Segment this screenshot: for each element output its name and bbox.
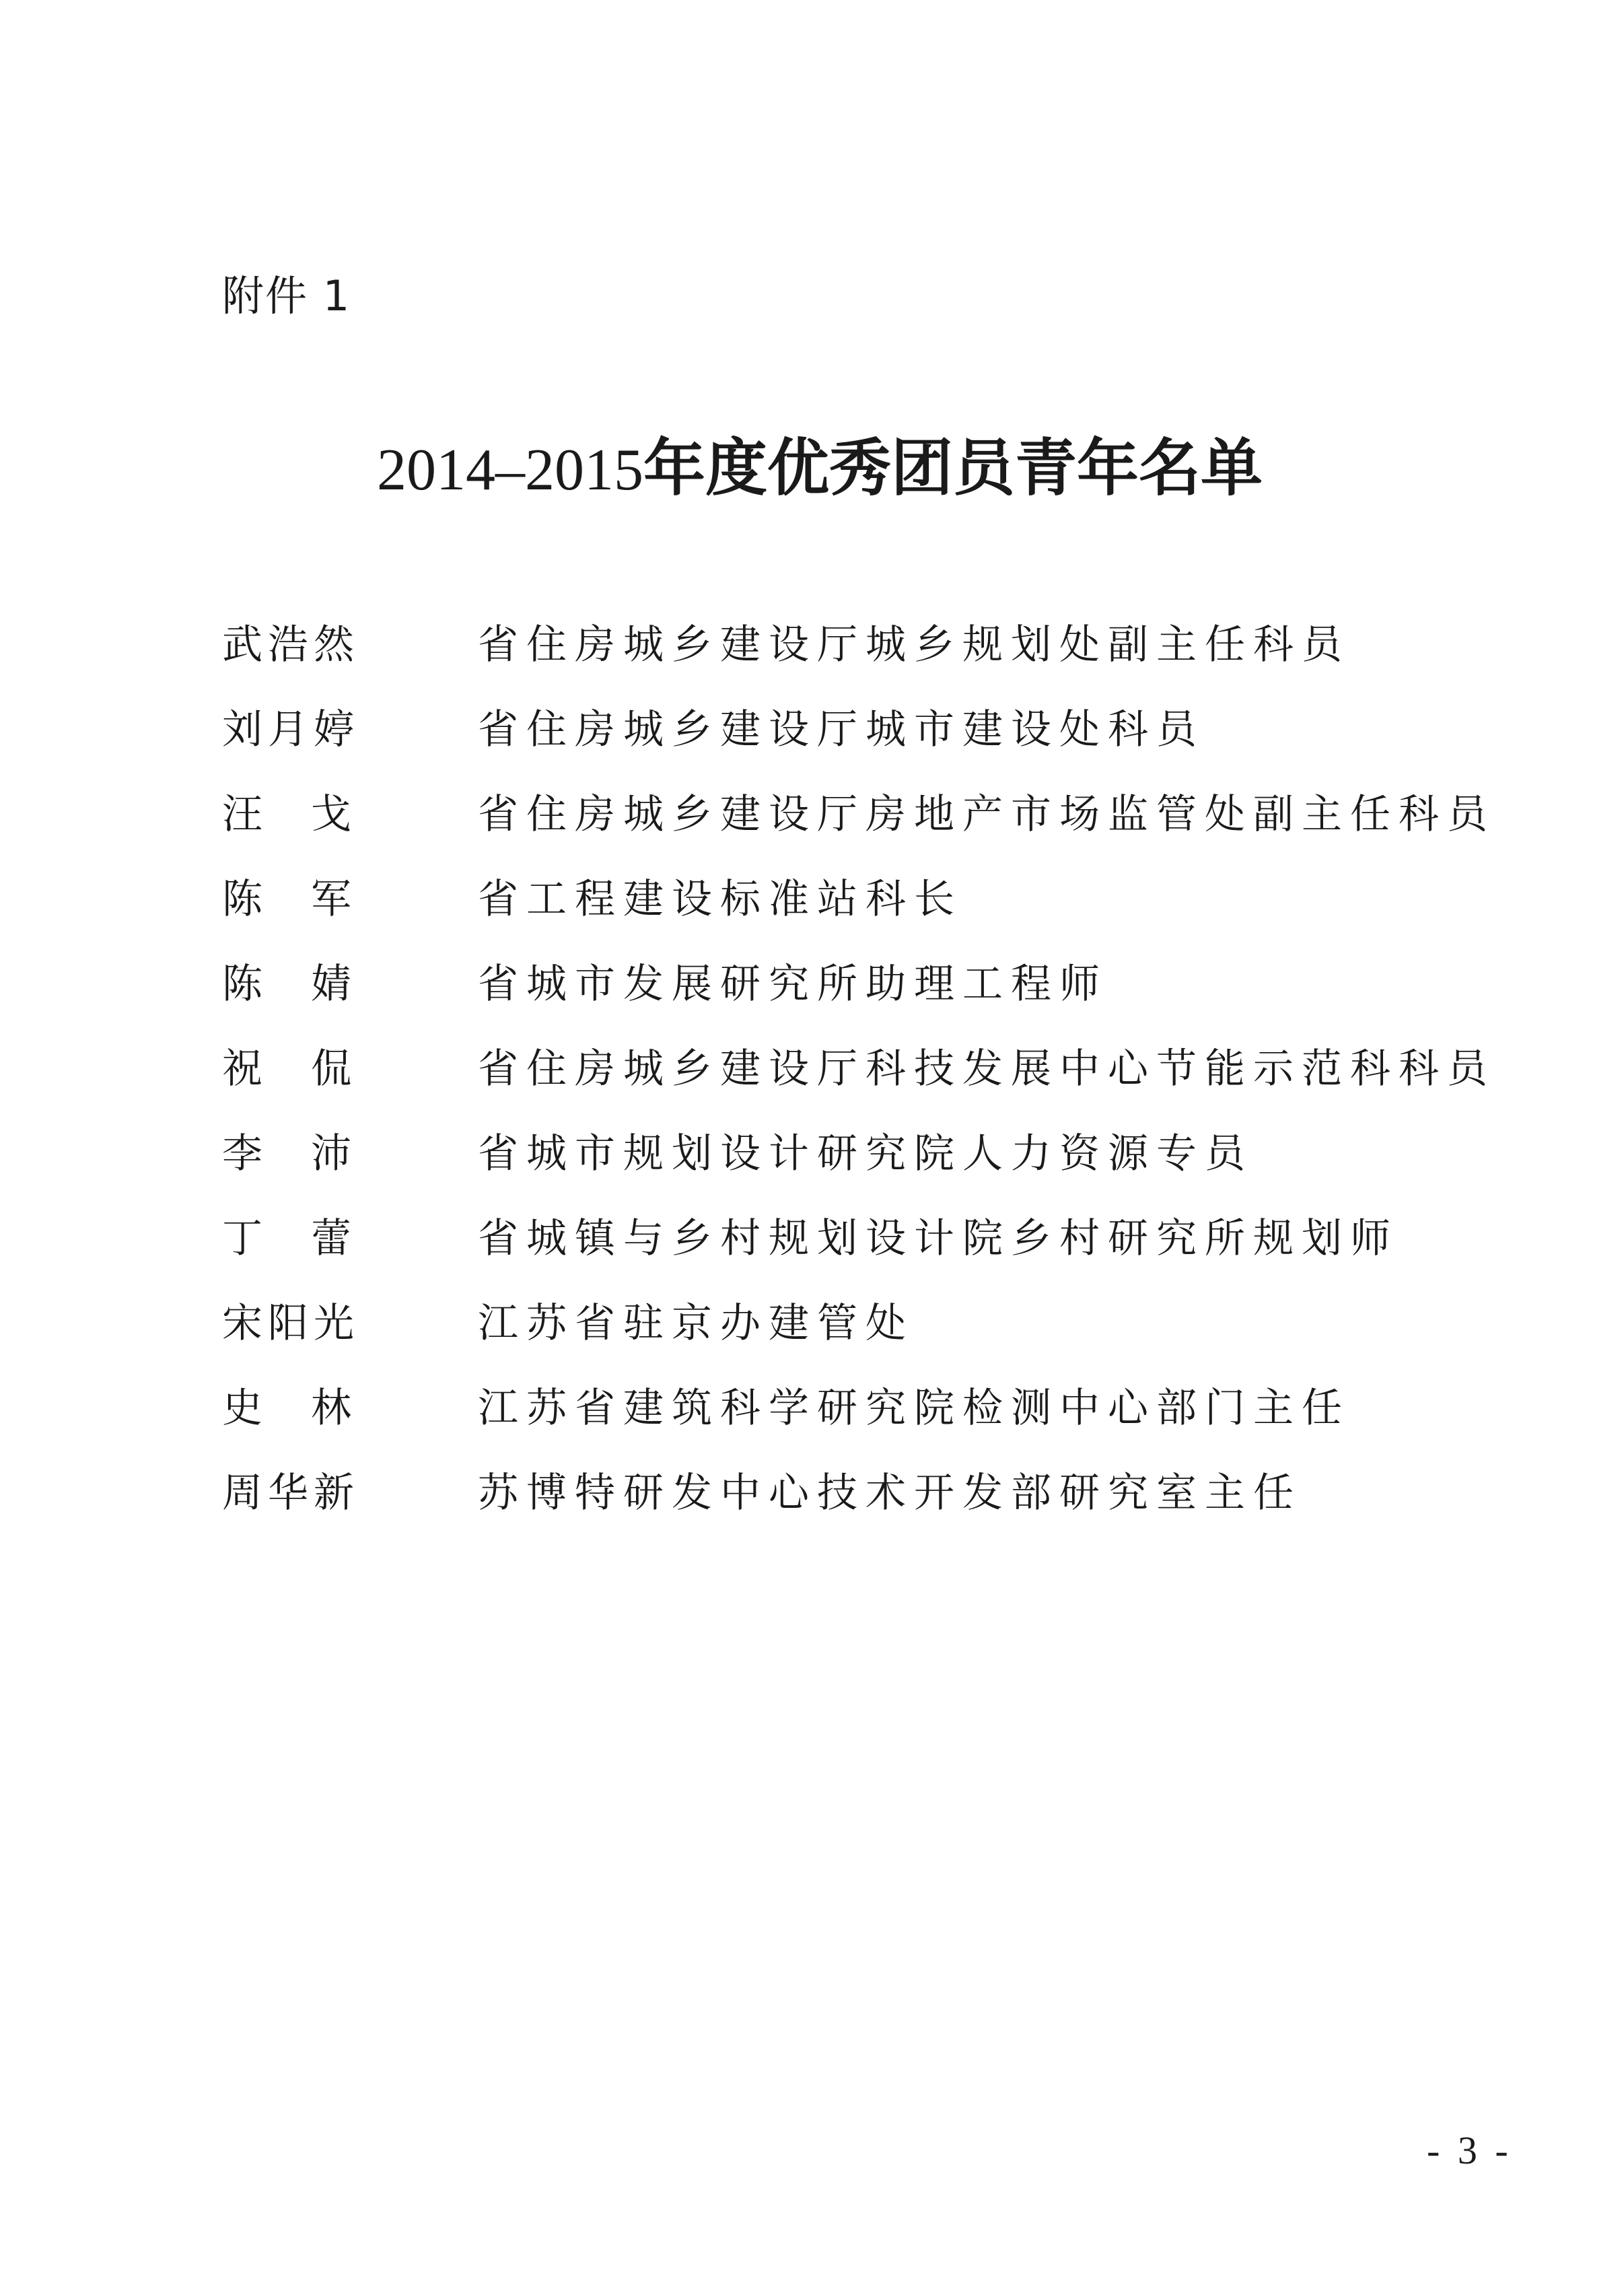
honoree-name-char: 沛 xyxy=(311,1130,357,1177)
honoree-name-char: 阳 xyxy=(268,1300,314,1347)
honoree-name-char: 周 xyxy=(222,1469,268,1517)
honoree-organization: 省城市规划设计研究院人力资源专员 xyxy=(478,1130,1253,1177)
honoree-name xyxy=(222,703,478,757)
honoree-name-char: 林 xyxy=(311,1385,357,1432)
honoree-organization: 省城市发展研究所助理工程师 xyxy=(478,961,1108,1008)
honoree-name-char: 然 xyxy=(314,621,359,668)
honoree-name-char: 侃 xyxy=(311,1045,357,1093)
document-title xyxy=(377,428,1386,511)
honoree-name xyxy=(222,1127,357,1181)
honoree-name-char: 新 xyxy=(314,1469,359,1517)
attachment-label: 附件 1 xyxy=(222,271,351,320)
list-item xyxy=(222,1451,1474,1535)
title-text: 年度优秀团员青年名单 xyxy=(643,432,1263,504)
honoree-name-char: 陈 xyxy=(222,876,268,923)
honoree-name xyxy=(222,1381,357,1435)
honoree-name xyxy=(222,788,357,841)
title-year-range: 2014–2015 xyxy=(377,438,643,503)
honoree-name-char: 光 xyxy=(314,1300,359,1347)
honoree-name-char: 宋 xyxy=(222,1300,268,1347)
honoree-name xyxy=(222,1042,357,1096)
honoree-list xyxy=(222,602,1495,1535)
honoree-name-char: 婷 xyxy=(314,706,359,753)
honoree-name-char: 李 xyxy=(222,1130,268,1177)
honoree-name-char: 戈 xyxy=(311,791,357,838)
honoree-organization: 省住房城乡建设厅科技发展中心节能示范科科员 xyxy=(478,1045,1495,1093)
honoree-name-char: 汪 xyxy=(222,791,268,838)
honoree-organization: 江苏省建筑科学研究院检测中心部门主任 xyxy=(478,1385,1350,1432)
honoree-organization: 苏博特研发中心技术开发部研究室主任 xyxy=(478,1469,1302,1517)
list-item xyxy=(222,772,1495,857)
honoree-name-char: 军 xyxy=(311,876,357,923)
honoree-name-char: 蕾 xyxy=(311,1215,357,1262)
honoree-organization: 江苏省驻京办建管处 xyxy=(478,1300,914,1347)
honoree-name xyxy=(222,1212,357,1266)
honoree-organization: 省住房城乡建设厅房地产市场监管处副主任科员 xyxy=(478,791,1495,838)
list-item xyxy=(222,1281,1474,1366)
list-item xyxy=(222,942,1474,1027)
list-item xyxy=(222,857,1474,942)
list-item xyxy=(222,687,1474,772)
honoree-name-char: 史 xyxy=(222,1385,268,1432)
honoree-name-char: 华 xyxy=(268,1469,314,1517)
list-item xyxy=(222,602,1474,687)
honoree-name-char: 浩 xyxy=(268,621,314,668)
honoree-name-char: 婧 xyxy=(311,961,357,1008)
page-number: - 3 - xyxy=(1427,2128,1512,2172)
honoree-organization: 省工程建设标准站科长 xyxy=(478,876,962,923)
honoree-name xyxy=(222,618,478,672)
honoree-name-char: 月 xyxy=(268,706,314,753)
honoree-name-char: 刘 xyxy=(222,706,268,753)
list-item xyxy=(222,1111,1474,1196)
honoree-name xyxy=(222,1296,478,1350)
honoree-name-char: 武 xyxy=(222,621,268,668)
honoree-name-char: 丁 xyxy=(222,1215,268,1262)
honoree-organization: 省住房城乡建设厅城乡规划处副主任科员 xyxy=(478,621,1350,668)
list-item xyxy=(222,1366,1474,1451)
list-item xyxy=(222,1027,1495,1111)
honoree-organization: 省住房城乡建设厅城市建设处科员 xyxy=(478,706,1205,753)
honoree-name-char: 陈 xyxy=(222,961,268,1008)
honoree-name xyxy=(222,872,357,926)
honoree-name xyxy=(222,1466,478,1520)
list-item xyxy=(222,1196,1474,1281)
honoree-name-char: 祝 xyxy=(222,1045,268,1093)
honoree-name xyxy=(222,957,357,1011)
honoree-organization: 省城镇与乡村规划设计院乡村研究所规划师 xyxy=(478,1215,1399,1262)
